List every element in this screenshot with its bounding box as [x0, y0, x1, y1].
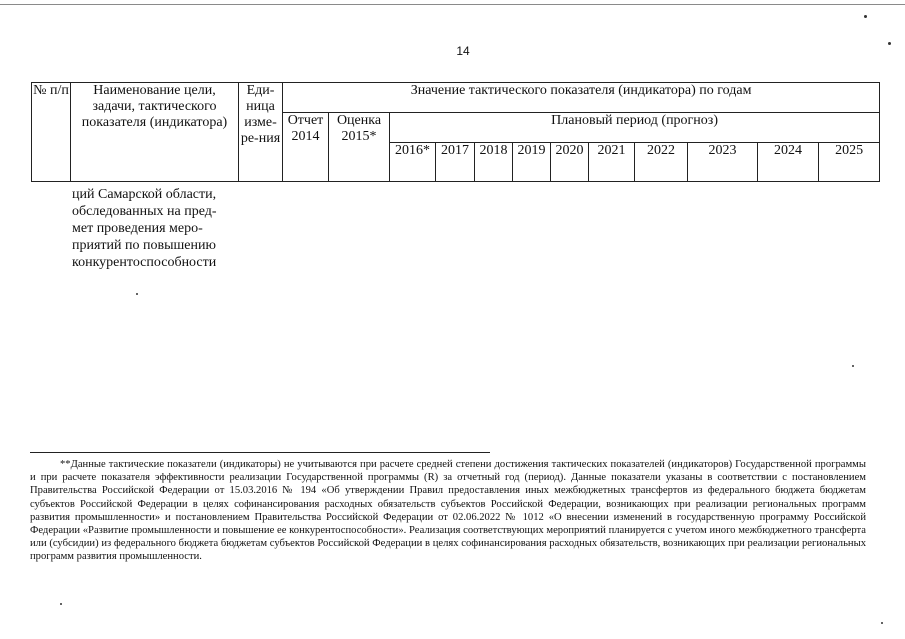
column-header-values-by-year: Значение тактического показателя (индикатора) по годам — [283, 83, 880, 113]
scan-speck — [864, 15, 867, 18]
continuation-line: приятий по повышению — [72, 238, 216, 253]
scan-top-edge — [0, 4, 905, 5]
column-header-year: 2021 — [589, 143, 635, 182]
scan-speck — [888, 42, 891, 45]
column-header-estimate-2015: Оценка 2015* — [329, 113, 390, 182]
column-header-year: 2020 — [551, 143, 589, 182]
column-header-year: 2024 — [758, 143, 819, 182]
page-number: 14 — [456, 44, 470, 58]
continuation-line: обследованных на пред- — [72, 204, 217, 219]
scan-speck — [136, 293, 138, 295]
column-header-year: 2018 — [475, 143, 513, 182]
column-header-planning-period: Плановый период (прогноз) — [390, 113, 880, 143]
scan-speck — [852, 365, 854, 367]
column-header-unit: Еди-ница изме-ре-ния — [239, 83, 283, 182]
column-header-year: 2016* — [390, 143, 436, 182]
column-header-year: 2019 — [513, 143, 551, 182]
footnote-text: **Данные тактические показатели (индикаторы) не учитываются при расчете средней степени достижения тактических показателей (индикаторов) Государственной программы и при расчете показателя эффективности реализации Государственной программы (R) за отчетный год (период). Данные показатели указаны в соответствии с постановлением Правительства Российской Федерации от 15.03.2016 № 194 «Об утверждении Правил предоставления иных межбюджетных трансфертов из федерального бюджета бюджетам субъектов Российской Федерации в целях софинансирования расходных обязательств субъектов Российской Федерации, возникающих при реализации региональных программ развития промышленности» и постановлением Правительства Российской Федерации от 02.06.2022 № 1012 «О внесении изменений в государственную программу Российской Федерации «Развитие промышленности и повышение ее конкурентоспособности». Реализация соответствующих мероприятий планируется с учетом иного межбюджетного трансферта или (субсидии) из федерального бюджета бюджетам субъектов Российской Федерации в целях софинансирования расходных обязательств, возникающих при реализации региональных программ развития промышленности. — [30, 459, 866, 563]
footnote-separator — [30, 452, 490, 453]
column-header-year: 2022 — [635, 143, 688, 182]
column-header-number: № п/п — [32, 83, 71, 182]
column-header-year: 2017 — [436, 143, 475, 182]
continuation-line: конкурентоспособности — [72, 255, 217, 270]
scan-speck — [60, 603, 62, 605]
column-header-name: Наименование цели, задачи, тактического показателя (индикатора) — [71, 83, 239, 182]
column-header-year: 2023 — [688, 143, 758, 182]
column-header-report-2014: Отчет 2014 — [283, 113, 329, 182]
scan-speck — [881, 622, 883, 624]
indicator-name-continuation — [72, 186, 237, 271]
continuation-line: мет проведения меро- — [72, 221, 203, 236]
indicator-table-header — [31, 82, 880, 182]
continuation-line: ций Самарской области, — [72, 187, 217, 202]
column-header-year: 2025 — [819, 143, 880, 182]
